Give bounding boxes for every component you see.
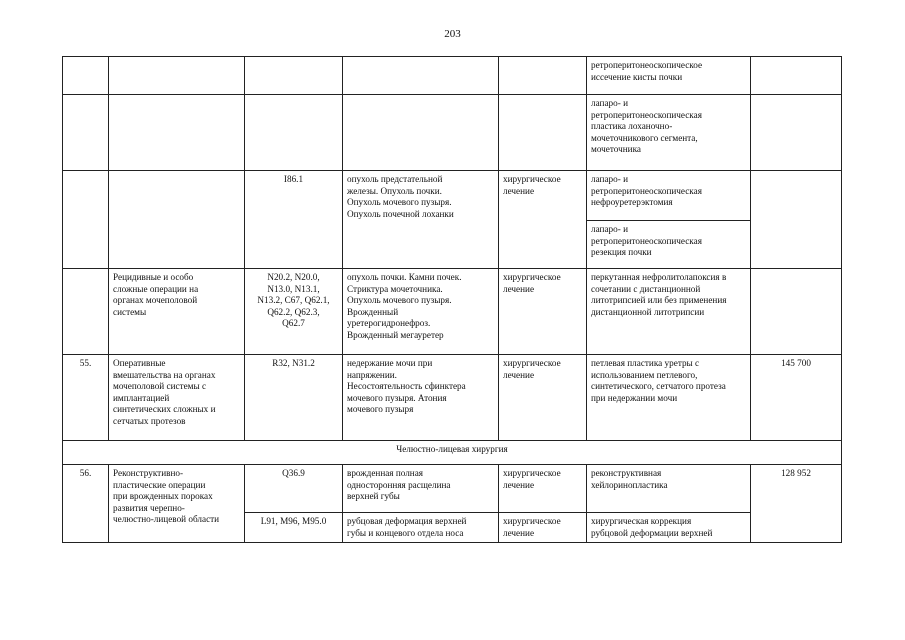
- cost-cell: [751, 269, 842, 355]
- section-header-row: [63, 441, 842, 465]
- patient-model-cell: недержание мочи при напряжении. Несостоятельность сфинктера мочевого пузыря. Атония мочевого пузыря: [343, 355, 499, 441]
- medical-care-table: [62, 56, 842, 543]
- intervention-name-cell: Рецидивные и особо сложные операции на органах мочеполовой системы: [109, 269, 245, 355]
- treatment-type-cell: хирургическое лечение: [499, 269, 587, 355]
- intervention-name-cell: Оперативные вмешательства на органах мочеполовой системы с имплантацией синтетических сложных и сетчатых протезов: [109, 355, 245, 441]
- page-number: 203: [444, 28, 461, 40]
- treatment-type-cell: хирургическое лечение: [499, 171, 587, 269]
- treatment-type-cell: [499, 95, 587, 171]
- patient-model-cell: рубцовая деформация верхней губы и концевого отдела носа: [343, 513, 499, 543]
- icd-codes-cell: [245, 57, 343, 95]
- table-row: [63, 57, 842, 95]
- cost-cell: [751, 57, 842, 95]
- row-number-cell: [63, 57, 109, 95]
- treatment-type-cell: [499, 57, 587, 95]
- cost-cell: 128 952: [751, 465, 842, 543]
- section-title: Челюстно-лицевая хирургия: [63, 441, 842, 465]
- treatment-method-cell: ретроперитонеоскопическое иссечение кисты почки: [587, 57, 751, 95]
- table-row: [63, 95, 842, 171]
- treatment-type-cell: хирургическое лечение: [499, 465, 587, 513]
- cost-cell: 145 700: [751, 355, 842, 441]
- treatment-method-cell: лапаро- и ретроперитонеоскопическая пластика лоханочно- мочеточникового сегмента, мочеточника: [587, 95, 751, 171]
- row-number-cell: 56.: [63, 465, 109, 543]
- icd-codes-cell: N20.2, N20.0, N13.0, N13.1, N13.2, C67, Q62.1, Q62.2, Q62.3, Q62.7: [245, 269, 343, 355]
- intervention-name-cell: Реконструктивно- пластические операции при врожденных пороках развития черепно- челюстно-лицевой области: [109, 465, 245, 543]
- treatment-method-cell: лапаро- и ретроперитонеоскопическая нефроуретерэктомия: [587, 171, 751, 221]
- treatment-type-cell: хирургическое лечение: [499, 513, 587, 543]
- table-row: [63, 269, 842, 355]
- icd-codes-cell: [245, 95, 343, 171]
- cost-cell: [751, 171, 842, 269]
- intervention-name-cell: [109, 95, 245, 171]
- treatment-method-cell: лапаро- и ретроперитонеоскопическая резекция почки: [587, 221, 751, 269]
- patient-model-cell: опухоль почки. Камни почек. Стриктура мочеточника. Опухоль мочевого пузыря. Врожденный уретерогидронефроз. Врожденный мегауретер: [343, 269, 499, 355]
- row-number-cell: [63, 269, 109, 355]
- row-number-cell: [63, 171, 109, 269]
- treatment-method-cell: реконструктивная хейлоринопластика: [587, 465, 751, 513]
- icd-codes-cell: R32, N31.2: [245, 355, 343, 441]
- intervention-name-cell: [109, 171, 245, 269]
- patient-model-cell: [343, 95, 499, 171]
- patient-model-cell: врожденная полная односторонняя расщелина верхней губы: [343, 465, 499, 513]
- icd-codes-cell: I86.1: [245, 171, 343, 269]
- icd-codes-cell: Q36.9: [245, 465, 343, 513]
- treatment-method-cell: хирургическая коррекция рубцовой деформации верхней: [587, 513, 751, 543]
- patient-model-cell: [343, 57, 499, 95]
- row-number-cell: 55.: [63, 355, 109, 441]
- treatment-method-cell: перкутанная нефролитолапоксия в сочетании с дистанционной литотрипсией или без применения дистанционной литотрипсии: [587, 269, 751, 355]
- table-row: [63, 171, 842, 221]
- intervention-name-cell: [109, 57, 245, 95]
- cost-cell: [751, 95, 842, 171]
- table-row: [63, 465, 842, 513]
- row-number-cell: [63, 95, 109, 171]
- treatment-type-cell: хирургическое лечение: [499, 355, 587, 441]
- patient-model-cell: опухоль предстательной железы. Опухоль почки. Опухоль мочевого пузыря. Опухоль почечной лоханки: [343, 171, 499, 269]
- treatment-method-cell: петлевая пластика уретры с использованием петлевого, синтетического, сетчатого протеза при недержании мочи: [587, 355, 751, 441]
- icd-codes-cell: L91, M96, M95.0: [245, 513, 343, 543]
- table-row: [63, 355, 842, 441]
